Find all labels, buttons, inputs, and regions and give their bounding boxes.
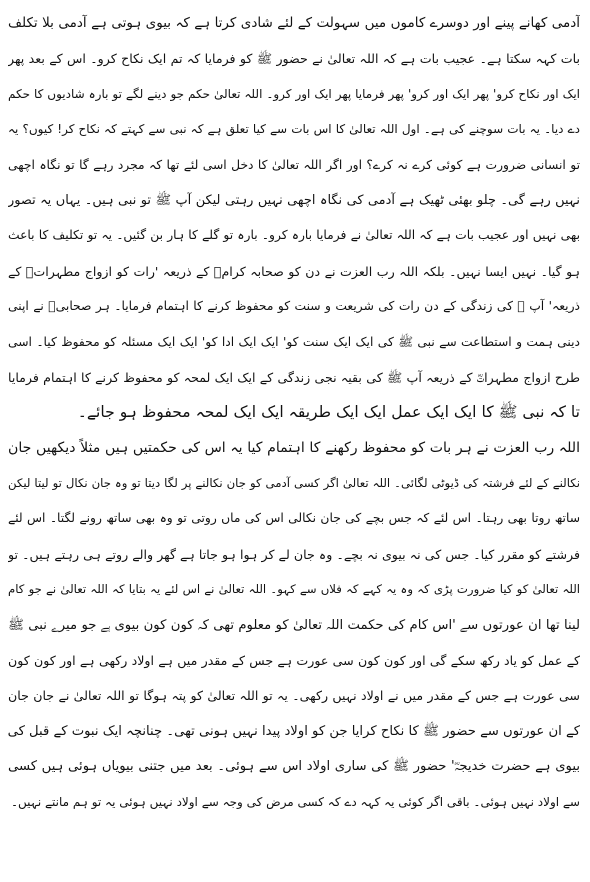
text-line: لینا تھا ان عورتوں سے 'اس کام کی حکمت اللہ تعالیٰ کو معلوم تھی کہ کون کون بیوی ہے جو میرے نبی ﷺ <box>8 617 580 633</box>
text-line: کے ان عورتوں سے حضور ﷺ کا نکاح کرایا جن کو اولاد پیدا نہیں ہونی تھی۔ چنانچہ ایک نبوت کے قبل کی <box>8 723 580 739</box>
text-line: سی عورت ہے جس کے مقدر میں نے اولاد نہیں رکھی۔ یہ تو اللہ تعالیٰ کو پتہ ہوگا تو اللہ تعالیٰ نے جان جان <box>8 688 580 704</box>
text-line: فرشتے کو مقرر کیا۔ جس کی نہ بیوی نہ بچے۔ وہ جان لے کر ہوا ہو جاتا ہے گھر والے روتے ہی رہتے ہیں۔ تو <box>8 546 580 562</box>
text-line: کے عمل کو یاد رکھ سکے گی اور کون کون سی عورت ہے جس کے مقدر میں ہے اولاد رکھی ہے اور کون کون <box>8 653 580 669</box>
text-line: بات کہہ سکتا ہے۔ عجیب بات ہے کہ اللہ تعالیٰ نے حضور ﷺ کو فرمایا کہ تم ایک نکاح کرو۔ اس کے بعد پھر <box>8 51 580 67</box>
paragraph-2 <box>8 431 580 820</box>
text-line: سے اولاد نہیں ہوئی۔ باقی اگر کوئی یہ کہہ دے کہ کسی مرض کی وجہ سے اولاد نہیں ہوئی یہ تو ہم مانتے نہیں۔ <box>11 794 580 809</box>
text-line: آدمی کھانے پینے اور دوسرے کاموں میں سہولت کے لئے شادی کرتا ہے کہ بیوی ہوتی ہے آدمی بلا تکلف <box>8 15 580 31</box>
text-line: نکالنے کے لئے فرشتہ کی ڈیوٹی لگائی۔ اللہ تعالیٰ اگر کسی آدمی کو جان نکالنے پر لگا دیتا تو وہ جان نکال تو لیتا لیکن <box>8 476 580 491</box>
text-line: ہو گیا۔ نہیں ایسا نہیں۔ بلکہ اللہ رب العزت نے دن کو صحابہ کرامؓ کے ذریعہ 'رات کو ازواج مطہراتؓ کے <box>8 263 580 279</box>
text-line: تا کہ نبی ﷺ کا ایک ایک عمل ایک ایک طریقہ ایک ایک لمحہ محفوظ ہو جائے۔ <box>77 403 580 422</box>
text-line: ایک اور نکاح کرو' پھر ایک اور کرو' پھر فرمایا پھر ایک اور کرو۔ اللہ تعالیٰ حکم جو دینے لگے تو بارہ شادیوں کا حکم <box>8 86 580 101</box>
text-line: اللہ تعالیٰ کو کیا ضرورت پڑی کہ وہ یہ کہے کہ فلاں سے کہو۔ اللہ تعالیٰ نے اس لئے یہ بتایا کہ اللہ تعالیٰ نے جو کام <box>8 582 580 597</box>
text-line: ذریعہ' آپ ﷺ کی زندگی کے دن رات کی شریعت و سنت کو محفوظ کرنے کا اہتمام فرمایا۔ ہر صحابیؓ نے اپنی <box>8 299 580 314</box>
text-line: دینی ہمت و استطاعت سے نبی ﷺ کی ایک ایک سنت کو' ایک ایک ادا کو' ایک ایک مسئلہ کو محفوظ کیا۔ اسی <box>8 334 580 349</box>
text-line: ساتھ روتا بھی رہتا۔ اس لئے کہ جس بچے کی جان نکالی اس کی ماں روتی تو وہ بھی ساتھ رونے لگتا۔ اس لئے <box>8 511 580 526</box>
text-line: بھی نہیں اور عجیب بات ہے کہ اللہ تعالیٰ نے فرمایا بارہ کرو۔ بارہ تو گلے کا ہار بن گئیں۔ یہ تو تکلیف کا باعث <box>8 228 580 243</box>
text-line: تو انسانی ضرورت ہے کوئی کرے نہ کرے؟ اور اگر اللہ تعالیٰ کا دخل اسی لئے تھا کہ مجرد رہے گا تو نگاہ اچھی <box>8 157 580 172</box>
text-line: دے دیا۔ یہ بات سوچنے کی ہے۔ اول اللہ تعالیٰ کا اس بات سے کیا تعلق ہے کہ نبی سے کہتے کہ نکاح کر! کیوں؟ یہ <box>8 122 580 137</box>
text-line: طرح ازواج مطہراتؓ کے ذریعہ آپ ﷺ کی بقیہ نجی زندگی کے ایک ایک لمحہ کو محفوظ کرنے کا اہتمام فرمایا <box>8 369 580 385</box>
paragraph-1 <box>8 6 580 431</box>
text-line: نہیں رہے گی۔ چلو بھئی ٹھیک ہے آدمی کی نگاہ اچھی نہیں رہتی لیکن آپ ﷺ تو نبی ہیں۔ یہاں یہ تصور <box>8 192 580 208</box>
text-line: اللہ رب العزت نے ہر بات کو محفوظ رکھنے کا اہتمام کیا یہ اس کی حکمتیں ہیں مثلاً دیکھیں جان <box>8 439 580 456</box>
text-line: بیوی ہے حضرت خدیجہؓ' حضور ﷺ کی ساری اولاد اس سے ہوئی۔ بعد میں جتنی بیویاں ہوئی ہیں کسی <box>8 759 580 775</box>
